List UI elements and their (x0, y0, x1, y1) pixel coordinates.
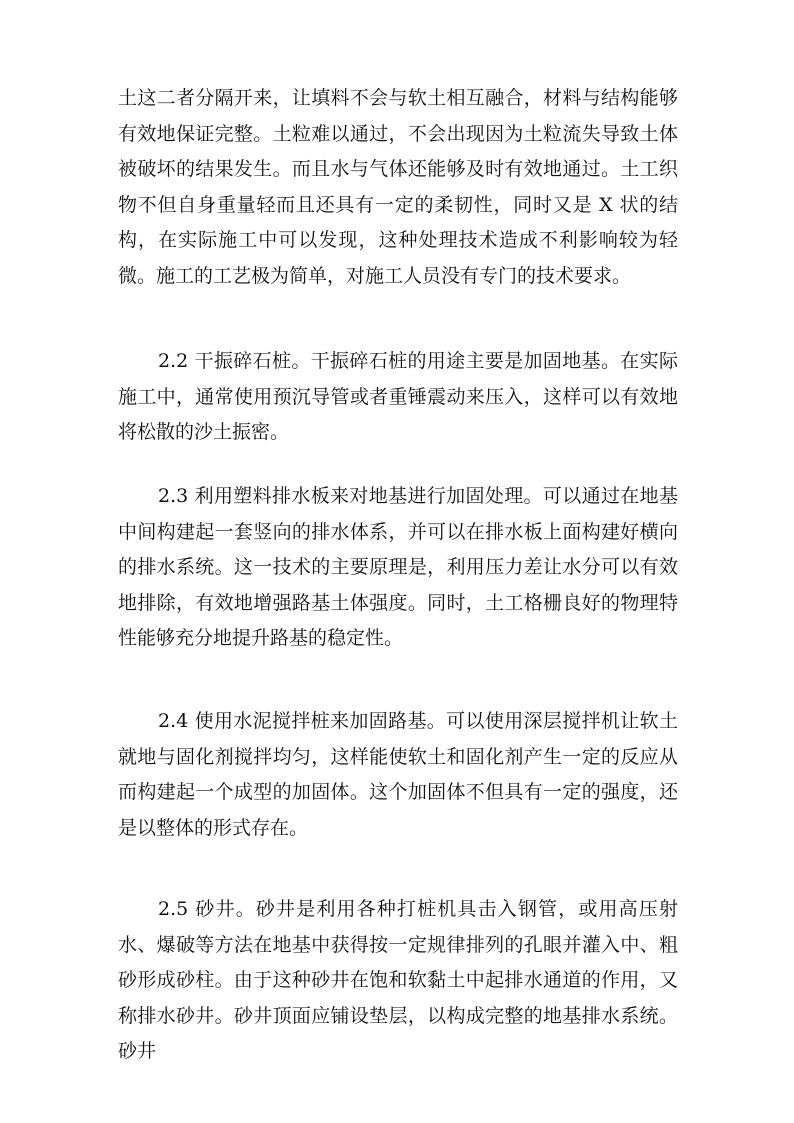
paragraph-section-2-2: 2.2 干振碎石桩。干振碎石桩的用途主要是加固地基。在实际施工中，通常使用预沉导管或者重锤震动来压入，这样可以有效地将松散的沙土振密。 (118, 350, 678, 443)
paragraph-continuation: 土这二者分隔开来，让填料不会与软土相互融合，材料与结构能够有效地保证完整。土粒难以通过，不会出现因为土粒流失导致土体被破坏的结果发生。而且水与气体还能够及时有效地通过。土工织物不但自身重量轻而且还具有一定的柔韧性，同时又是 X 状的结构，在实际施工中可以发现，这种处理技术造成不利影响较为轻微。施工的工艺极为简单，对施工人员没有专门的技术要求。 (118, 87, 678, 287)
paragraph-section-2-3: 2.3 利用塑料排水板来对地基进行加固处理。可以通过在地基中间构建起一套竖向的排水体系，并可以在排水板上面构建好横向的排水系统。这一技术的主要原理是，利用压力差让水分可以有效地排除，有效地增强路基土体强度。同时，土工格栅良好的物理特性能够充分地提升路基的稳定性。 (118, 485, 678, 649)
paragraph-section-2-5: 2.5 砂井。砂井是利用各种打桩机具击入钢管，或用高压射水、爆破等方法在地基中获得按一定规律排列的孔眼并灌入中、粗砂形成砂柱。由于这种砂井在饱和软黏土中起排水通道的作用，又称排水砂井。砂井顶面应铺设垫层，以构成完整的地基排水系统。砂井 (118, 898, 678, 1062)
paragraph-section-2-4: 2.4 使用水泥搅拌桩来加固路基。可以使用深层搅拌机让软土就地与固化剂搅拌均匀，这样能使软土和固化剂产生一定的反应从而构建起一个成型的加固体。这个加固体不但具有一定的强度，还是以整体的形式存在。 (118, 710, 678, 839)
